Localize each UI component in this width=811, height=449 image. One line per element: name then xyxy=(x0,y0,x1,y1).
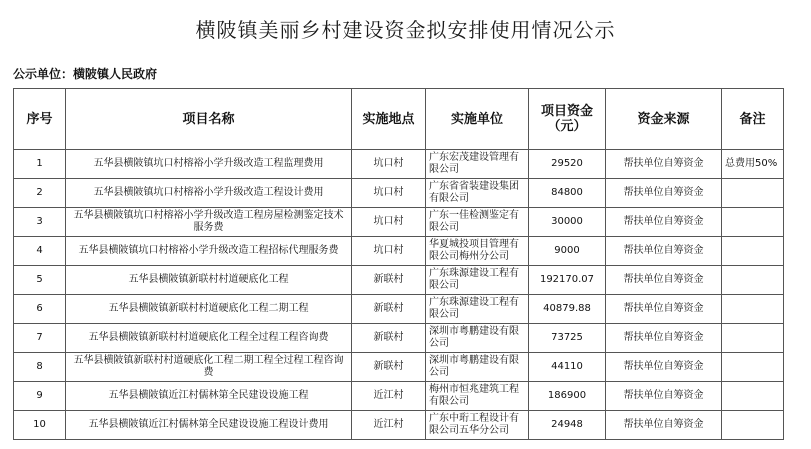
cell-site: 坑口村 xyxy=(352,237,426,266)
header-remark: 备注 xyxy=(722,89,784,150)
cell-unit: 广东中珩工程设计有限公司五华分公司 xyxy=(426,411,529,440)
cell-unit: 广东珠源建设工程有限公司 xyxy=(426,266,529,295)
cell-amount: 40879.88 xyxy=(529,295,606,324)
cell-source: 帮扶单位自筹资金 xyxy=(606,295,722,324)
cell-unit: 广东省省装建设集团有限公司 xyxy=(426,179,529,208)
cell-amount: 29520 xyxy=(529,150,606,179)
cell-no: 3 xyxy=(14,208,66,237)
publisher-line xyxy=(13,65,157,82)
cell-source: 帮扶单位自筹资金 xyxy=(606,179,722,208)
cell-source: 帮扶单位自筹资金 xyxy=(606,266,722,295)
cell-amount: 24948 xyxy=(529,411,606,440)
cell-project-name: 五华县横陂镇新联村村道硬底化工程二期工程全过程工程咨询费 xyxy=(66,353,352,382)
table-row xyxy=(14,150,784,179)
header-project-name: 项目名称 xyxy=(66,89,352,150)
cell-site: 坑口村 xyxy=(352,150,426,179)
cell-remark xyxy=(722,353,784,382)
cell-source: 帮扶单位自筹资金 xyxy=(606,324,722,353)
cell-no: 7 xyxy=(14,324,66,353)
cell-no: 1 xyxy=(14,150,66,179)
cell-no: 9 xyxy=(14,382,66,411)
table-row xyxy=(14,411,784,440)
cell-unit: 华夏城投项目管理有限公司梅州分公司 xyxy=(426,237,529,266)
table-row xyxy=(14,382,784,411)
cell-remark xyxy=(722,382,784,411)
table-row xyxy=(14,353,784,382)
cell-site: 坑口村 xyxy=(352,208,426,237)
cell-unit: 广东宏茂建设管理有限公司 xyxy=(426,150,529,179)
cell-source: 帮扶单位自筹资金 xyxy=(606,237,722,266)
cell-remark xyxy=(722,266,784,295)
cell-unit: 广东珠源建设工程有限公司 xyxy=(426,295,529,324)
funding-table xyxy=(13,88,784,440)
cell-project-name: 五华县横陂镇新联村村道硬底化工程全过程工程咨询费 xyxy=(66,324,352,353)
header-amount-line1: 项目资金 xyxy=(540,104,593,119)
cell-site: 近江村 xyxy=(352,411,426,440)
cell-unit: 梅州市恒兆建筑工程有限公司 xyxy=(426,382,529,411)
cell-site: 新联村 xyxy=(352,295,426,324)
cell-unit: 深圳市粤鹏建设有限公司 xyxy=(426,353,529,382)
table-row xyxy=(14,295,784,324)
cell-unit: 深圳市粤鹏建设有限公司 xyxy=(426,324,529,353)
table-row xyxy=(14,237,784,266)
cell-project-name: 五华县横陂镇新联村村道硬底化工程 xyxy=(66,266,352,295)
cell-source: 帮扶单位自筹资金 xyxy=(606,353,722,382)
cell-no: 4 xyxy=(14,237,66,266)
header-no: 序号 xyxy=(14,89,66,150)
cell-project-name: 五华县横陂镇近江村儒林第全民建设设施工程 xyxy=(66,382,352,411)
cell-no: 8 xyxy=(14,353,66,382)
header-site: 实施地点 xyxy=(352,89,426,150)
cell-site: 近江村 xyxy=(352,382,426,411)
cell-remark xyxy=(722,179,784,208)
cell-amount: 30000 xyxy=(529,208,606,237)
table-row xyxy=(14,266,784,295)
cell-project-name: 五华县横陂镇坑口村榕裕小学升级改造工程招标代理服务费 xyxy=(66,237,352,266)
cell-source: 帮扶单位自筹资金 xyxy=(606,411,722,440)
table-row xyxy=(14,208,784,237)
cell-no: 10 xyxy=(14,411,66,440)
cell-amount: 84800 xyxy=(529,179,606,208)
cell-site: 新联村 xyxy=(352,266,426,295)
cell-source: 帮扶单位自筹资金 xyxy=(606,208,722,237)
publisher-name: 横陂镇人民政府 xyxy=(73,67,158,81)
publisher-label: 公示单位： xyxy=(13,67,74,81)
cell-project-name: 五华县横陂镇坑口村榕裕小学升级改造工程监理费用 xyxy=(66,150,352,179)
cell-remark xyxy=(722,411,784,440)
table-row xyxy=(14,324,784,353)
cell-site: 新联村 xyxy=(352,324,426,353)
header-source: 资金来源 xyxy=(606,89,722,150)
cell-remark xyxy=(722,208,784,237)
table-header-row xyxy=(14,89,784,150)
page-title: 横陂镇美丽乡村建设资金拟安排使用情况公示 xyxy=(195,18,616,42)
header-unit: 实施单位 xyxy=(426,89,529,150)
table-row xyxy=(14,179,784,208)
cell-project-name: 五华县横陂镇新联村村道硬底化工程二期工程 xyxy=(66,295,352,324)
cell-site: 坑口村 xyxy=(352,179,426,208)
header-amount-line2: （元） xyxy=(547,119,587,134)
cell-unit: 广东一佳检测鉴定有限公司 xyxy=(426,208,529,237)
cell-no: 6 xyxy=(14,295,66,324)
cell-amount: 186900 xyxy=(529,382,606,411)
cell-remark: 总费用50% xyxy=(722,150,784,179)
cell-amount: 9000 xyxy=(529,237,606,266)
cell-no: 5 xyxy=(14,266,66,295)
cell-site: 新联村 xyxy=(352,353,426,382)
cell-source: 帮扶单位自筹资金 xyxy=(606,150,722,179)
cell-project-name: 五华县横陂镇坑口村榕裕小学升级改造工程设计费用 xyxy=(66,179,352,208)
cell-project-name: 五华县横陂镇近江村儒林第全民建设设施工程设计费用 xyxy=(66,411,352,440)
cell-remark xyxy=(722,237,784,266)
header-amount xyxy=(529,89,606,150)
cell-amount: 44110 xyxy=(529,353,606,382)
cell-amount: 73725 xyxy=(529,324,606,353)
cell-remark xyxy=(722,324,784,353)
cell-amount: 192170.07 xyxy=(529,266,606,295)
cell-remark xyxy=(722,295,784,324)
cell-no: 2 xyxy=(14,179,66,208)
cell-source: 帮扶单位自筹资金 xyxy=(606,382,722,411)
cell-project-name: 五华县横陂镇坑口村榕裕小学升级改造工程房屋检测鉴定技术服务费 xyxy=(66,208,352,237)
